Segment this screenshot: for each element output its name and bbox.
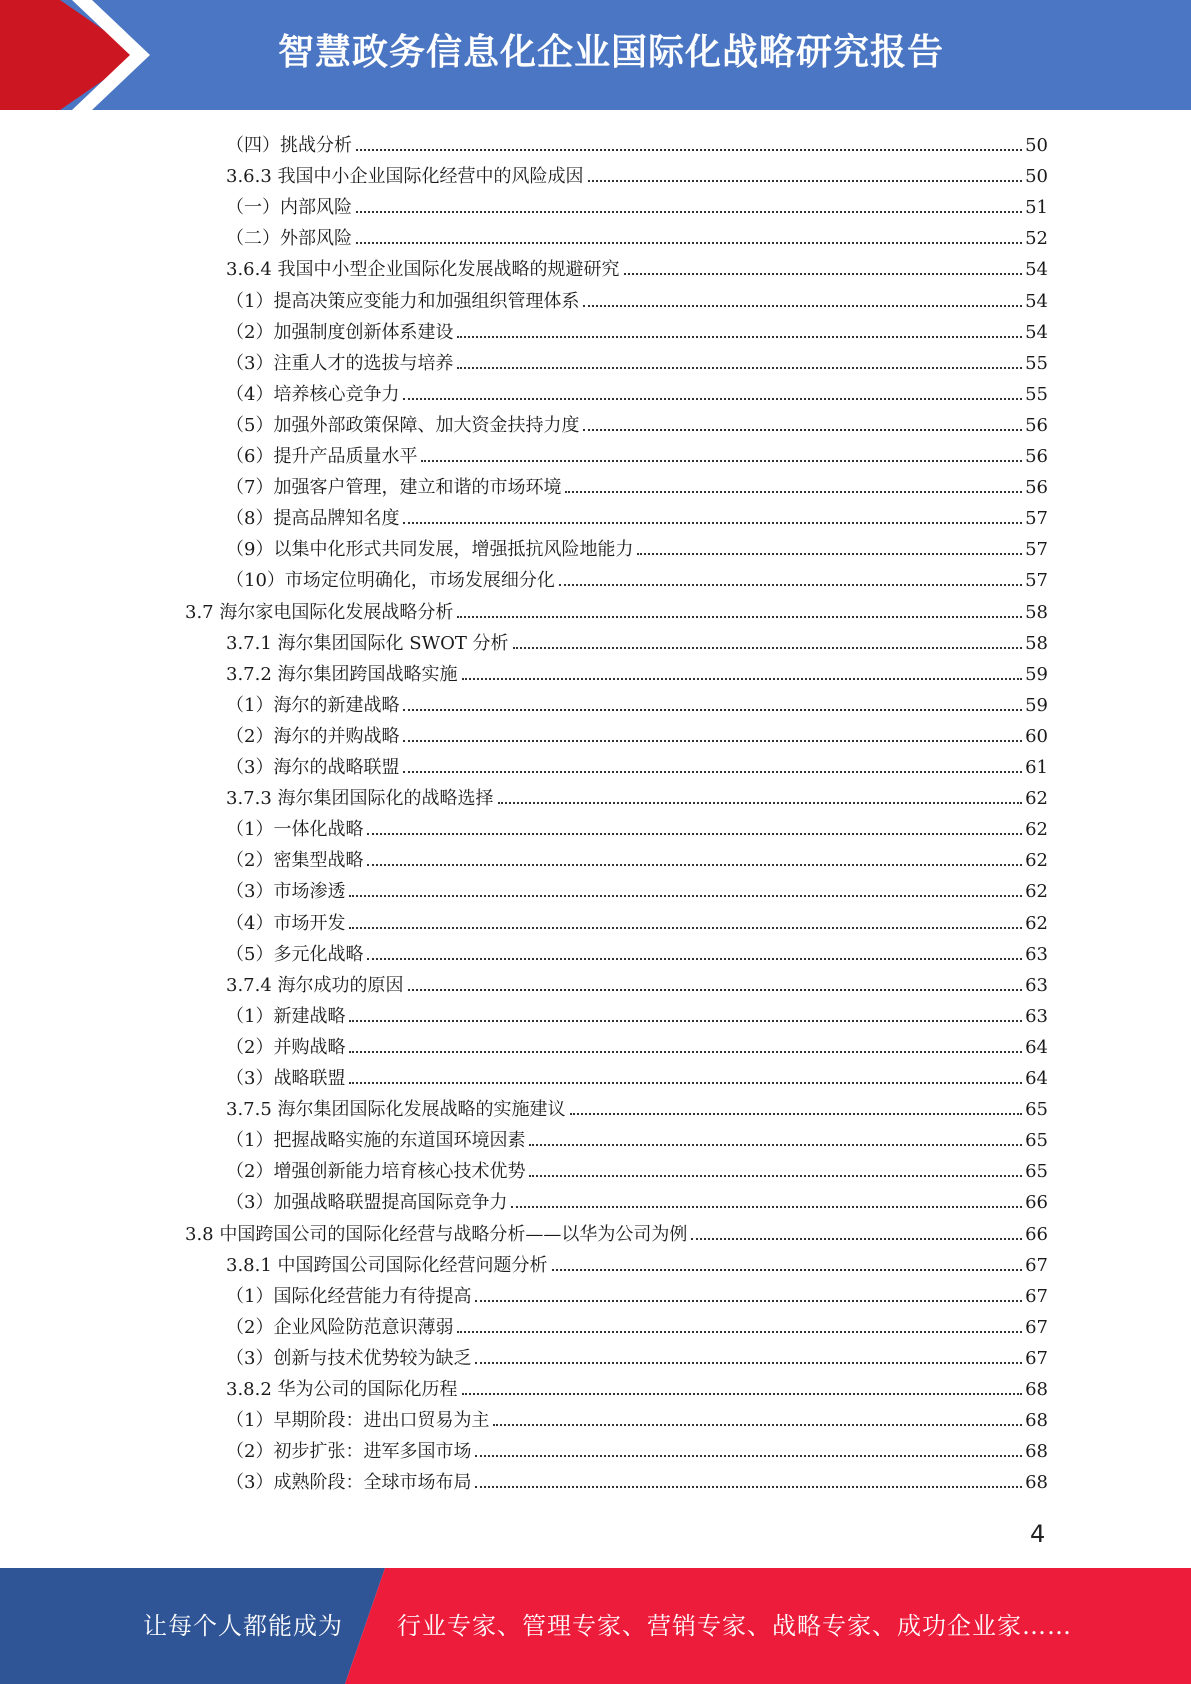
toc-entry-label: （2）海尔的并购战略: [226, 726, 400, 747]
toc-entry[interactable]: [226, 126, 1048, 157]
toc-dot-leader: [588, 180, 1023, 182]
toc-entry-page: 56: [1025, 446, 1048, 467]
toc-entry-page: 56: [1025, 477, 1048, 498]
toc-entry-page: 59: [1025, 664, 1048, 685]
toc-dot-leader: [475, 1300, 1022, 1302]
toc-entry-label: （1）国际化经营能力有待提高: [226, 1286, 472, 1307]
toc-entry-page: 67: [1025, 1348, 1048, 1369]
toc-entry-page: 68: [1025, 1472, 1048, 1493]
toc-entry[interactable]: [226, 375, 1048, 406]
toc-dot-leader: [513, 647, 1023, 649]
toc-entry-label: （3）成熟阶段：全球市场布局: [226, 1472, 472, 1493]
toc-entry-label: 3.8.2 华为公司的国际化历程: [226, 1379, 458, 1400]
toc-dot-leader: [421, 460, 1022, 462]
toc-entry[interactable]: [226, 966, 1048, 997]
toc-dot-leader: [691, 1238, 1022, 1240]
toc-entry[interactable]: [226, 1246, 1048, 1277]
toc-entry-label: （2）初步扩张：进军多国市场: [226, 1441, 472, 1462]
toc-entry[interactable]: [226, 344, 1048, 375]
toc-entry[interactable]: [226, 282, 1048, 313]
toc-entry[interactable]: [226, 406, 1048, 437]
toc-entry-page: 66: [1025, 1224, 1048, 1245]
toc-entry[interactable]: [185, 1215, 1048, 1246]
toc-entry-page: 67: [1025, 1286, 1048, 1307]
toc-entry[interactable]: [226, 997, 1048, 1028]
toc-dot-leader: [367, 833, 1022, 835]
toc-entry-page: 54: [1025, 259, 1048, 280]
toc-entry-page: 62: [1025, 788, 1048, 809]
toc-entry[interactable]: [226, 1183, 1048, 1214]
page-number: 4: [1030, 1520, 1046, 1548]
toc-entry[interactable]: [226, 1463, 1048, 1494]
toc-entry[interactable]: [226, 935, 1048, 966]
toc-entry[interactable]: [226, 717, 1048, 748]
toc-entry-label: 3.8.1 中国跨国公司国际化经营问题分析: [226, 1255, 548, 1276]
toc-entry-page: 63: [1025, 975, 1048, 996]
toc-entry-page: 55: [1025, 353, 1048, 374]
toc-dot-leader: [583, 305, 1022, 307]
toc-entry-label: （5）加强外部政策保障、加大资金扶持力度: [226, 415, 580, 436]
toc-entry-label: （1）海尔的新建战略: [226, 695, 400, 716]
toc-entry-page: 56: [1025, 415, 1048, 436]
toc-entry-label: （3）战略联盟: [226, 1068, 346, 1089]
toc-dot-leader: [403, 398, 1022, 400]
toc-entry-page: 62: [1025, 850, 1048, 871]
toc-entry-page: 62: [1025, 881, 1048, 902]
toc-entry[interactable]: [226, 1277, 1048, 1308]
toc-entry[interactable]: [226, 841, 1048, 872]
toc-entry-page: 52: [1025, 228, 1048, 249]
toc-entry-label: （3）加强战略联盟提高国际竞争力: [226, 1192, 508, 1213]
toc-entry-page: 50: [1025, 166, 1048, 187]
toc-entry-page: 62: [1025, 819, 1048, 840]
toc-dot-leader: [552, 1269, 1023, 1271]
toc-entry-label: （2）密集型战略: [226, 850, 364, 871]
toc-entry-label: （1）一体化战略: [226, 819, 364, 840]
toc-entry-label: （4）培养核心竞争力: [226, 384, 400, 405]
toc-entry[interactable]: [226, 1308, 1048, 1339]
toc-entry-label: 3.7.3 海尔集团国际化的战略选择: [226, 788, 494, 809]
toc-entry-label: （10）市场定位明确化，市场发展细分化: [226, 570, 555, 591]
toc-dot-leader: [356, 242, 1022, 244]
toc-entry-label: （8）提高品牌知名度: [226, 508, 400, 529]
toc-entry-page: 60: [1025, 726, 1048, 747]
toc-dot-leader: [583, 429, 1022, 431]
toc-entry-label: （一）内部风险: [226, 197, 352, 218]
toc-entry-label: （1）早期阶段：进出口贸易为主: [226, 1410, 490, 1431]
toc-dot-leader: [349, 1082, 1022, 1084]
toc-dot-leader: [349, 895, 1022, 897]
toc-entry-label: （3）创新与技术优势较为缺乏: [226, 1348, 472, 1369]
toc-entry[interactable]: [226, 1339, 1048, 1370]
toc-entry[interactable]: [226, 437, 1048, 468]
toc-entry[interactable]: [226, 810, 1048, 841]
toc-dot-leader: [637, 553, 1022, 555]
toc-entry[interactable]: [226, 624, 1048, 655]
toc-dot-leader: [498, 802, 1023, 804]
toc-entry-page: 67: [1025, 1255, 1048, 1276]
toc-entry-page: 59: [1025, 695, 1048, 716]
toc-entry-page: 67: [1025, 1317, 1048, 1338]
toc-entry-label: （5）多元化战略: [226, 944, 364, 965]
toc-dot-leader: [565, 491, 1022, 493]
toc-entry-page: 57: [1025, 539, 1048, 560]
toc-entry-page: 63: [1025, 1006, 1048, 1027]
toc-dot-leader: [349, 1051, 1022, 1053]
toc-entry[interactable]: [226, 1028, 1048, 1059]
toc-entry-label: （2）企业风险防范意识薄弱: [226, 1317, 454, 1338]
toc-entry-page: 65: [1025, 1130, 1048, 1151]
toc-dot-leader: [559, 584, 1022, 586]
toc-entry-page: 64: [1025, 1037, 1048, 1058]
toc-entry[interactable]: [226, 188, 1048, 219]
toc-entry-page: 57: [1025, 508, 1048, 529]
toc-dot-leader: [529, 1175, 1022, 1177]
toc-dot-leader: [349, 927, 1022, 929]
toc-entry[interactable]: [226, 748, 1048, 779]
toc-entry-label: 3.7.2 海尔集团跨国战略实施: [226, 664, 458, 685]
toc-entry[interactable]: [226, 157, 1048, 188]
toc-entry-label: 3.7 海尔家电国际化发展战略分析: [185, 602, 454, 623]
toc-entry-page: 68: [1025, 1410, 1048, 1431]
footer-slogan-left: 让每个人都能成为: [143, 1612, 343, 1640]
toc-dot-leader: [462, 1393, 1023, 1395]
toc-dot-leader: [457, 1331, 1022, 1333]
toc-entry-label: （3）市场渗透: [226, 881, 346, 902]
toc-entry[interactable]: [226, 219, 1048, 250]
toc-entry-page: 54: [1025, 322, 1048, 343]
toc-entry-label: 3.6.4 我国中小型企业国际化发展战略的规避研究: [226, 259, 620, 280]
toc-dot-leader: [475, 1486, 1022, 1488]
page-footer: [0, 1568, 1191, 1684]
toc-entry-label: 3.6.3 我国中小企业国际化经营中的风险成因: [226, 166, 584, 187]
toc-dot-leader: [403, 709, 1022, 711]
toc-entry-page: 58: [1025, 602, 1048, 623]
toc-dot-leader: [511, 1206, 1022, 1208]
toc-entry-page: 55: [1025, 384, 1048, 405]
toc-entry-label: （3）海尔的战略联盟: [226, 757, 400, 778]
toc-entry[interactable]: [226, 686, 1048, 717]
toc-entry-page: 62: [1025, 913, 1048, 934]
toc-entry[interactable]: [226, 1401, 1048, 1432]
toc-dot-leader: [356, 211, 1022, 213]
toc-entry[interactable]: [226, 561, 1048, 592]
toc-entry[interactable]: [226, 499, 1048, 530]
toc-dot-leader: [624, 273, 1023, 275]
toc-entry[interactable]: [226, 1121, 1048, 1152]
toc-entry-label: （2）增强创新能力培育核心技术优势: [226, 1161, 526, 1182]
toc-dot-leader: [457, 616, 1022, 618]
toc-entry-page: 57: [1025, 570, 1048, 591]
toc-entry[interactable]: [185, 593, 1048, 624]
toc-entry[interactable]: [226, 872, 1048, 903]
toc-entry-page: 68: [1025, 1379, 1048, 1400]
toc-entry-label: （2）并购战略: [226, 1037, 346, 1058]
report-title: 智慧政务信息化企业国际化战略研究报告: [278, 32, 945, 73]
toc-entry-page: 65: [1025, 1099, 1048, 1120]
toc-entry-label: 3.7.5 海尔集团国际化发展战略的实施建议: [226, 1099, 566, 1120]
toc-entry[interactable]: [226, 1090, 1048, 1121]
toc-entry-page: 61: [1025, 757, 1048, 778]
toc-entry-label: （6）提升产品质量水平: [226, 446, 418, 467]
toc-entry-label: （3）注重人才的选拔与培养: [226, 353, 454, 374]
toc-dot-leader: [356, 149, 1022, 151]
toc-entry-label: （4）市场开发: [226, 913, 346, 934]
toc-entry-label: （1）新建战略: [226, 1006, 346, 1027]
toc-entry-page: 50: [1025, 135, 1048, 156]
toc-dot-leader: [475, 1362, 1022, 1364]
toc-entry-label: （9）以集中化形式共同发展，增强抵抗风险地能力: [226, 539, 634, 560]
footer-slogan-right: 行业专家、管理专家、营销专家、战略专家、成功企业家……: [397, 1612, 1072, 1640]
toc-dot-leader: [457, 367, 1022, 369]
toc-entry[interactable]: [226, 468, 1048, 499]
toc-entry-page: 58: [1025, 633, 1048, 654]
toc-entry-page: 65: [1025, 1161, 1048, 1182]
page-header: [0, 0, 1191, 110]
toc-entry-label: （7）加强客户管理，建立和谐的市场环境: [226, 477, 562, 498]
toc-entry-label: （1）把握战略实施的东道国环境因素: [226, 1130, 526, 1151]
toc-entry[interactable]: [226, 779, 1048, 810]
toc-dot-leader: [403, 771, 1022, 773]
toc-entry[interactable]: [226, 313, 1048, 344]
toc-dot-leader: [529, 1144, 1022, 1146]
toc-dot-leader: [367, 958, 1022, 960]
toc-entry-page: 51: [1025, 197, 1048, 218]
toc-entry-page: 66: [1025, 1192, 1048, 1213]
toc-entry[interactable]: [226, 530, 1048, 561]
toc-entry[interactable]: [226, 1152, 1048, 1183]
toc-entry[interactable]: [226, 1370, 1048, 1401]
toc-dot-leader: [462, 678, 1023, 680]
toc-dot-leader: [570, 1113, 1023, 1115]
toc-entry-label: 3.7.4 海尔成功的原因: [226, 975, 404, 996]
toc-entry-label: 3.7.1 海尔集团国际化 SWOT 分析: [226, 633, 509, 654]
toc-entry-page: 68: [1025, 1441, 1048, 1462]
toc-dot-leader: [475, 1455, 1022, 1457]
toc-dot-leader: [403, 522, 1022, 524]
toc-entry-label: （四）挑战分析: [226, 135, 352, 156]
toc-entry[interactable]: [226, 250, 1048, 281]
toc-entry-label: 3.8 中国跨国公司的国际化经营与战略分析——以华为公司为例: [185, 1224, 688, 1245]
toc-dot-leader: [493, 1424, 1022, 1426]
toc-entry[interactable]: [226, 904, 1048, 935]
toc-entry-label: （2）加强制度创新体系建设: [226, 322, 454, 343]
toc-entry-label: （二）外部风险: [226, 228, 352, 249]
toc-entry[interactable]: [226, 655, 1048, 686]
toc-entry-page: 64: [1025, 1068, 1048, 1089]
toc-dot-leader: [403, 740, 1022, 742]
toc-dot-leader: [367, 864, 1022, 866]
toc-entry-label: （1）提高决策应变能力和加强组织管理体系: [226, 291, 580, 312]
toc-dot-leader: [457, 336, 1022, 338]
toc-entry-page: 63: [1025, 944, 1048, 965]
toc-dot-leader: [408, 989, 1023, 991]
toc-dot-leader: [349, 1020, 1022, 1022]
toc-entry[interactable]: [226, 1059, 1048, 1090]
toc-entry-page: 54: [1025, 291, 1048, 312]
toc-entry[interactable]: [226, 1432, 1048, 1463]
